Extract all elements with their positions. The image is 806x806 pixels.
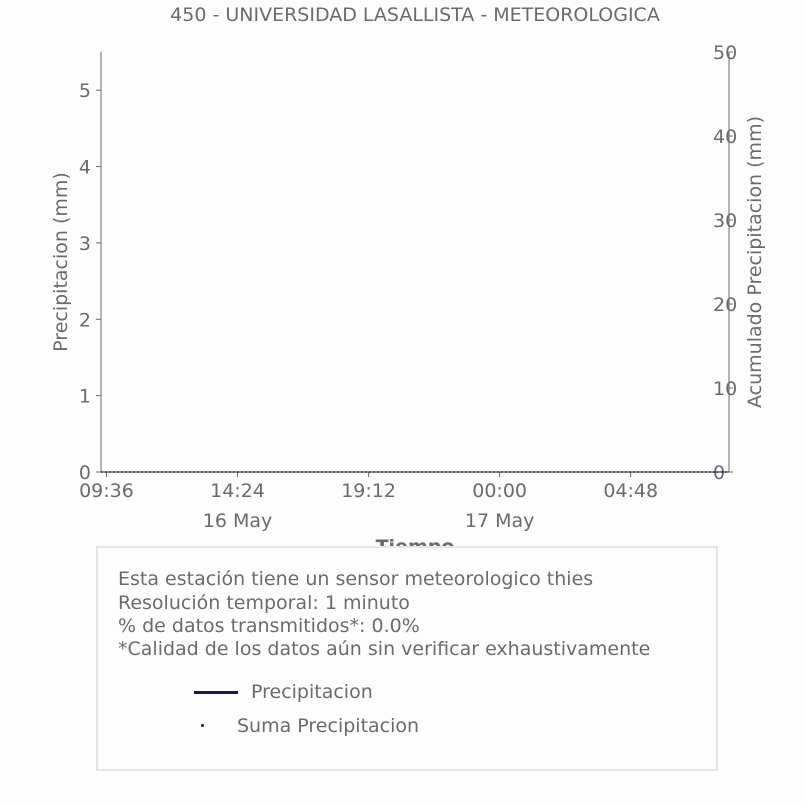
x-tick-date-label: 16 May xyxy=(202,510,273,532)
info-transmitted: % de datos transmitidos*: 0.0% xyxy=(118,615,420,637)
x-tick-label: 00:00 xyxy=(472,480,528,502)
info-quality: *Calidad de los datos aún sin verificar exhaustivamente xyxy=(118,638,651,660)
x-tick-label: 19:12 xyxy=(341,480,396,502)
y-axis-label: Precipitacion (mm) xyxy=(50,172,72,352)
info-resolution: Resolución temporal: 1 minuto xyxy=(118,592,410,614)
y-tick-label: 0 xyxy=(78,462,91,484)
y-right-tick-label: 30 xyxy=(713,210,738,232)
legend-item-precipitacion: Precipitacion xyxy=(251,681,373,703)
x-tick-date-label: 17 May xyxy=(464,510,535,532)
plot-area xyxy=(79,42,737,532)
info-legend-box xyxy=(96,546,718,771)
y-right-tick-label: 20 xyxy=(713,294,738,316)
y-tick-label: 4 xyxy=(78,156,91,179)
y-right-tick-label: 0 xyxy=(713,462,726,484)
info-sensor: Esta estación tiene un sensor meteorologico thies xyxy=(118,568,594,590)
x-tick-label: 04:48 xyxy=(603,480,659,502)
legend-item-suma: Suma Precipitacion xyxy=(237,715,420,737)
y-right-tick-label: 40 xyxy=(713,126,738,148)
y-right-tick-label: 10 xyxy=(713,378,738,400)
y-tick-label: 2 xyxy=(78,309,91,332)
legend-dot-swatch xyxy=(201,724,204,727)
y-tick-label: 5 xyxy=(78,80,91,103)
y-tick-label: 3 xyxy=(78,232,91,255)
legend-line-swatch xyxy=(194,691,238,694)
y-right-tick-label: 50 xyxy=(713,42,738,64)
chart-title: 450 - UNIVERSIDAD LASALLISTA - METEOROLOGICA xyxy=(170,4,660,26)
x-tick-label: 09:36 xyxy=(79,480,134,502)
x-tick-label: 14:24 xyxy=(210,480,265,502)
y-tick-label: 1 xyxy=(78,385,91,408)
y-axis-right-label: Acumulado Precipitacion (mm) xyxy=(744,116,766,408)
